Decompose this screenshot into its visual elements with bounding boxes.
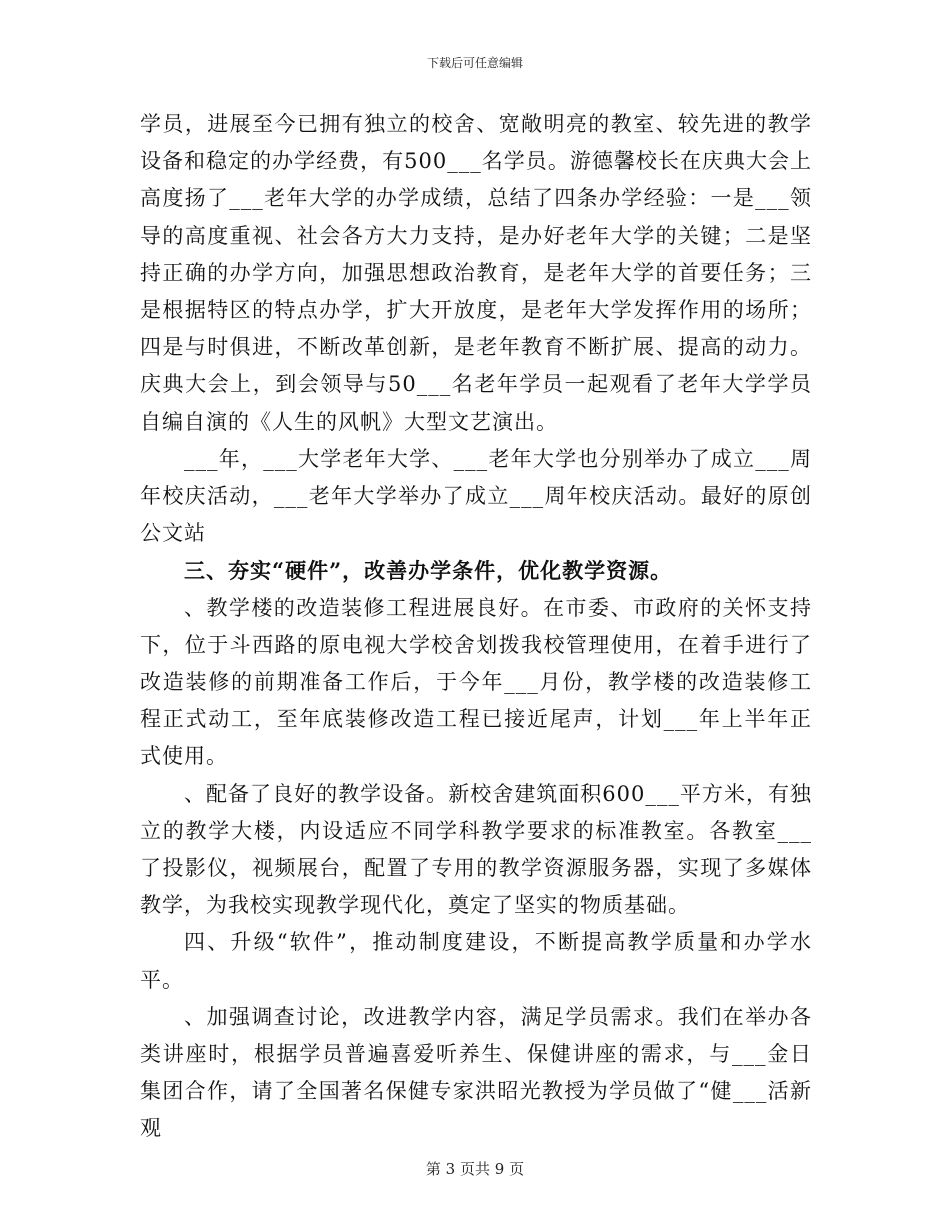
page-number: 第 3 页共 9 页	[425, 1160, 525, 1178]
paragraph-1: 学员，进展至今已拥有独立的校舍、宽敞明亮的教室、较先进的教学设备和稳定的办学经费，有500___名学员。游德馨校长在庆典大会上高度扬了___老年大学的办学成绩，总结了四条办学经验：一是___领导的高度重视、社会各方大力支持，是办好老年大学的关键；二是坚持正确的办学方向，加强思想政治教育，是老年大学的首要任务；三是根据特区的特点办学，扩大开放度，是老年大学发挥作用的场所；四是与时俱进，不断改革创新，是老年教育不断扩展、提高的动力。庆典大会上，到会领导与50___名老年学员一起观看了老年大学学员自编自演的《人生的风帆》大型文艺演出。	[140, 112, 812, 434]
section-heading-4: 四、升级“软件”，推动制度建设，不断提高教学质量和办学水平。	[140, 930, 812, 992]
section-heading-3: 三、夯实“硬件”，改善办学条件，优化教学资源。	[184, 558, 673, 584]
paragraph-5: 、配备了良好的教学设备。新校舍建筑面积600___平方米，有独立的教学大楼，内设适应不同学科教学要求的标准教室。各教室___了投影仪，视频展台，配置了专用的教学资源服务器，实现了多媒体教学，为我校实现教学现代化，奠定了坚实的物质基础。	[140, 781, 812, 918]
paragraph-4: 、教学楼的改造装修工程进展良好。在市委、市政府的关怀支持下，位于斗西路的原电视大学校舍划拨我校管理使用，在着手进行了改造装修的前期准备工作后，于今年___月份，教学楼的改造装修工程正式动工，至年底装修改造工程已接近尾声，计划___年上半年正式使用。	[140, 595, 812, 769]
paragraph-2: ___年，___大学老年大学、___老年大学也分别举办了成立___周年校庆活动，___老年大学举办了成立___周年校庆活动。最好的原创公文站	[140, 446, 812, 546]
paragraph-7: 、加强调查讨论，改进教学内容，满足学员需求。我们在举办各类讲座时，根据学员普遍喜爱听养生、保健讲座的需求，与___金日集团合作，请了全国著名保健专家洪昭光教授为学员做了“健___活新观	[140, 1004, 812, 1141]
document-body	[140, 106, 812, 1148]
page-header: 下载后可任意编辑	[426, 56, 523, 70]
